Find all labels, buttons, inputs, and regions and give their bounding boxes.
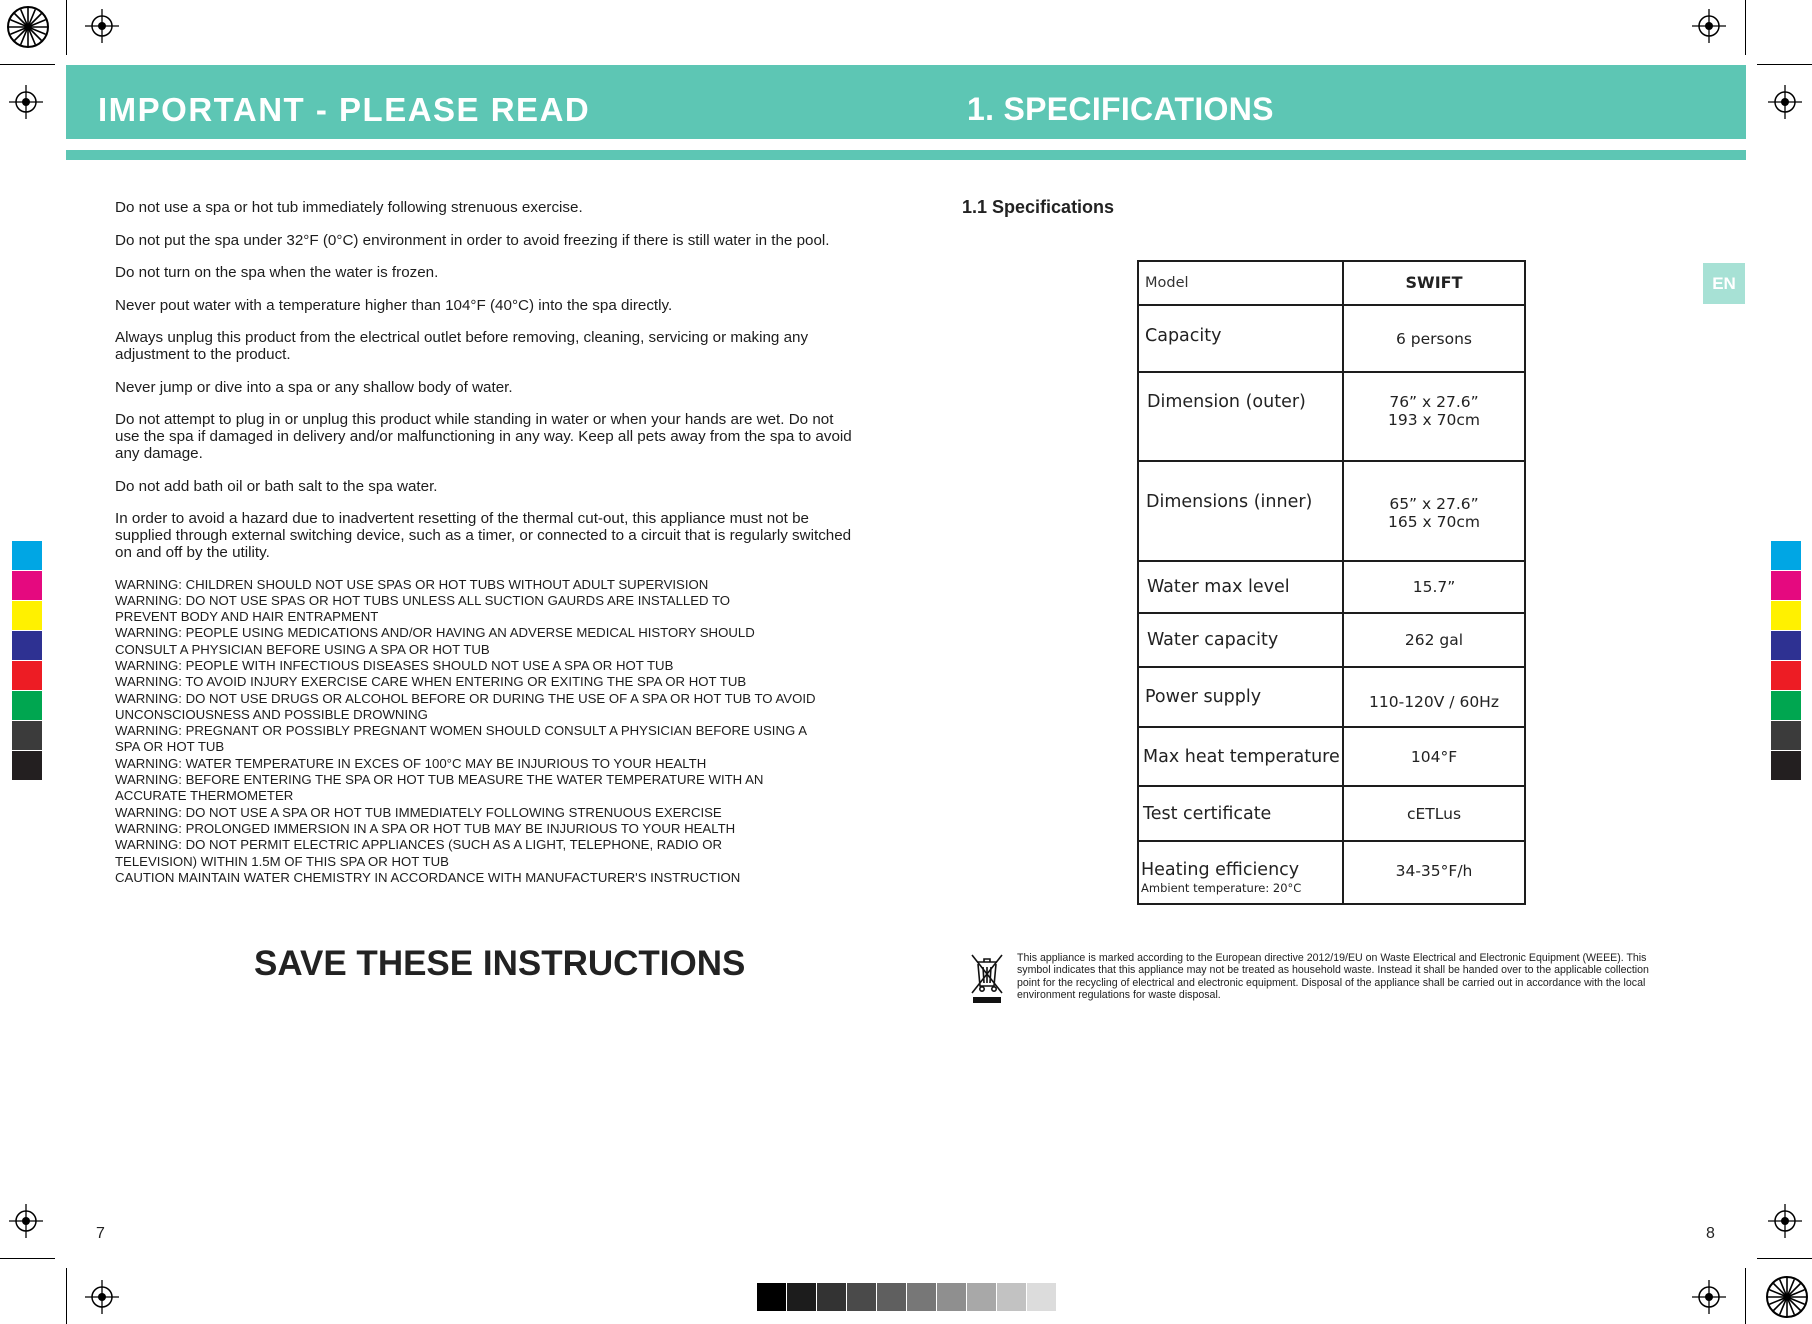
warning-item: WARNING: DO NOT USE SPAS OR HOT TUBS UNLESS ALL SUCTION GAURDS ARE INSTALLED TO PREVENT BODY AND HAIR ENTRAPMENT (115, 592, 731, 625)
page-title-right: 1. SPECIFICATIONS (967, 91, 1274, 127)
registration-mark-icon (85, 1280, 119, 1314)
spec-label (1138, 461, 1343, 561)
safety-paragraph: Never jump or dive into a spa or any shallow body of water. (115, 378, 513, 396)
crop-line (0, 1258, 55, 1259)
spec-value: SWIFT (1343, 261, 1525, 305)
spec-value-line: 165 x 70cm (1388, 513, 1480, 531)
spec-row (1138, 613, 1525, 667)
safety-paragraph: Always unplug this product from the electrical outlet before removing, cleaning, servicing or making any adjustment to the product. (115, 329, 809, 363)
color-swatch (1771, 691, 1801, 721)
safety-paragraph: Do not put the spa under 32°F (0°C) environment in order to avoid freezing if there is still water in the pool. (115, 231, 830, 249)
spec-label: Power supply (1138, 667, 1343, 727)
registration-mark-icon (9, 85, 43, 119)
color-swatch (1771, 751, 1801, 781)
spec-value-line: 193 x 70cm (1388, 411, 1480, 429)
page-title-left: IMPORTANT - PLEASE READ (98, 91, 591, 128)
spec-row (1138, 667, 1525, 727)
spec-value: 6 persons (1343, 305, 1525, 372)
weee-notice: This appliance is marked according to the European directive 2012/19/EU on Waste Electrical and Electronic Equipment (WEEE). This symbol indicates that this appliance may not be treated as household waste. Instead it shall be handed over to the applicable collection point for the recycling of electrical and electronic equipment. Disposal of the appliance shall be carried out in accordance with the local environment regulations for waste disposal. (1017, 952, 1649, 1002)
color-swatch (12, 571, 42, 601)
spec-label-text: Heating efficiency (1141, 860, 1300, 880)
sunburst-mark-icon (6, 5, 50, 49)
color-swatch (12, 631, 42, 661)
spec-row (1138, 841, 1525, 904)
spec-row (1138, 561, 1525, 613)
spec-row (1138, 786, 1525, 841)
spec-label: Water capacity (1138, 613, 1343, 667)
warning-item: WARNING: PEOPLE WITH INFECTIOUS DISEASES SHOULD NOT USE A SPA OR HOT TUB (115, 657, 674, 673)
warning-item: CAUTION MAINTAIN WATER CHEMISTRY IN ACCORDANCE WITH MANUFACTURER'S INSTRUCTION (115, 869, 741, 885)
weee-crossed-bin-icon (967, 950, 1007, 1004)
spec-value: 34-35°F/h (1343, 841, 1525, 904)
safety-paragraph: Do not add bath oil or bath salt to the spa water. (115, 477, 438, 495)
color-swatch (1771, 541, 1801, 571)
crop-line (66, 1268, 67, 1324)
page-number-left: 7 (96, 1225, 105, 1242)
gray-swatch (787, 1283, 816, 1311)
registration-mark-icon (1768, 1204, 1802, 1238)
spec-row (1138, 261, 1525, 305)
crop-line (66, 0, 67, 55)
spec-label-note: Ambient temperature: 20°C (1141, 881, 1302, 895)
crop-line (1757, 64, 1812, 65)
gray-scale-bar (757, 1283, 1057, 1311)
gray-swatch (847, 1283, 876, 1311)
page-number-right: 8 (1706, 1225, 1715, 1242)
warning-item: WARNING: CHILDREN SHOULD NOT USE SPAS OR HOT TUBS WITHOUT ADULT SUPERVISION (115, 576, 709, 592)
color-swatch (12, 661, 42, 691)
spec-row (1138, 727, 1525, 786)
warning-item: WARNING: BEFORE ENTERING THE SPA OR HOT TUB MEASURE THE WATER TEMPERATURE WITH AN ACCURATE THERMOMETER (115, 772, 764, 804)
spec-value (1343, 461, 1525, 561)
language-badge: EN (1703, 263, 1745, 304)
crop-line (0, 64, 55, 65)
warning-item: WARNING: PROLONGED IMMERSION IN A SPA OR HOT TUB MAY BE INJURIOUS TO YOUR HEALTH (115, 820, 736, 836)
color-swatch (1771, 601, 1801, 631)
safety-instructions (115, 199, 860, 886)
sunburst-mark-icon (1765, 1275, 1809, 1319)
warning-item: WARNING: DO NOT USE DRUGS OR ALCOHOL BEFORE OR DURING THE USE OF A SPA OR HOT TUB TO AVOID UNCONSCIOUSNESS AND POSSIBLE DROWNING (115, 690, 816, 722)
safety-paragraph: Do not use a spa or hot tub immediately following strenuous exercise. (115, 199, 583, 216)
safety-paragraph: In order to avoid a hazard due to inadvertent resetting of the thermal cut-out, this appliance must not be supplied through external switching device, such as a timer, or connected to a circuit that is regularly switched on and off by the utility. (115, 510, 852, 561)
warning-item: WARNING: DO NOT PERMIT ELECTRIC APPLIANCES (SUCH AS A LIGHT, TELEPHONE, RADIO OR TELEVISION) WITHIN 1.5M OF THIS SPA OR HOT TUB (115, 837, 722, 869)
spec-subtitle: 1.1 Specifications (962, 197, 1115, 217)
color-swatch (12, 541, 42, 571)
registration-mark-icon (1768, 85, 1802, 119)
spec-table (1137, 260, 1526, 905)
color-swatch (12, 601, 42, 631)
spec-label: Water max level (1138, 561, 1343, 613)
warning-list (115, 577, 835, 887)
safety-paragraph: Do not attempt to plug in or unplug this product while standing in water or when your hands are wet. Do not use the spa if damaged in delivery and/or malfunctioning in any way. Keep all pets away from the spa to avoid any damage. (115, 411, 852, 462)
spec-value (1343, 372, 1525, 461)
registration-mark-icon (9, 1204, 43, 1238)
spec-value: 262 gal (1343, 613, 1525, 667)
spec-label-text: Capacity (1145, 326, 1222, 346)
gray-swatch (967, 1283, 996, 1311)
color-bar-right (1771, 541, 1801, 781)
spec-label: Model (1138, 261, 1343, 305)
spec-value-line: 76” x 27.6” (1389, 393, 1479, 411)
spec-row (1138, 461, 1525, 561)
warning-item: WARNING: PREGNANT OR POSSIBLY PREGNANT WOMEN SHOULD CONSULT A PHYSICIAN BEFORE USING A SPA OR HOT TUB (115, 723, 807, 755)
header-rule (66, 150, 1746, 160)
gray-swatch (877, 1283, 906, 1311)
spec-row (1138, 305, 1525, 372)
warning-item: WARNING: PEOPLE USING MEDICATIONS AND/OR HAVING AN ADVERSE MEDICAL HISTORY SHOULD CONSULT A PHYSICIAN BEFORE USING A SPA OR HOT TUB (115, 625, 755, 657)
safety-paragraph: Do not turn on the spa when the water is frozen. (115, 264, 439, 281)
warning-item: WARNING: TO AVOID INJURY EXERCISE CARE WHEN ENTERING OR EXITING THE SPA OR HOT TUB (115, 674, 747, 690)
color-swatch (1771, 631, 1801, 661)
spec-label: Max heat temperature (1138, 727, 1343, 786)
warning-item: WARNING: WATER TEMPERATURE IN EXCES OF 100°C MAY BE INJURIOUS TO YOUR HEALTH (115, 755, 707, 771)
color-swatch (1771, 661, 1801, 691)
warning-item: WARNING: DO NOT USE A SPA OR HOT TUB IMMEDIATELY FOLLOWING STRENUOUS EXERCISE (115, 804, 722, 820)
gray-swatch (757, 1283, 786, 1311)
color-swatch (12, 751, 42, 781)
spec-label (1138, 305, 1343, 372)
gray-swatch (937, 1283, 966, 1311)
spec-label (1138, 372, 1343, 461)
color-swatch (12, 721, 42, 751)
spec-label (1138, 841, 1343, 904)
color-swatch (12, 691, 42, 721)
spec-value: cETLus (1343, 786, 1525, 841)
color-swatch (1771, 571, 1801, 601)
save-instructions-heading: SAVE THESE INSTRUCTIONS (254, 944, 746, 983)
spec-value: 15.7” (1343, 561, 1525, 613)
color-swatch (1771, 721, 1801, 751)
gray-swatch (1027, 1283, 1056, 1311)
gray-swatch (997, 1283, 1026, 1311)
safety-paragraph: Never pout water with a temperature higher than 104°F (40°C) into the spa directly. (115, 296, 673, 314)
registration-mark-icon (1692, 9, 1726, 43)
spec-value: 104°F (1343, 727, 1525, 786)
spec-label: Test certificate (1138, 786, 1343, 841)
crop-line (1757, 1258, 1812, 1259)
spec-row (1138, 372, 1525, 461)
registration-mark-icon (1692, 1280, 1726, 1314)
spec-value-line: 65” x 27.6” (1389, 495, 1479, 513)
registration-mark-icon (85, 9, 119, 43)
spec-label-text: Dimension (outer) (1147, 392, 1306, 412)
crop-line (1745, 0, 1746, 55)
crop-line (1745, 1268, 1746, 1324)
spec-label-text: Dimensions (inner) (1146, 492, 1313, 512)
gray-swatch (817, 1283, 846, 1311)
gray-swatch (907, 1283, 936, 1311)
spec-value: 110-120V / 60Hz (1343, 667, 1525, 727)
color-bar-left (12, 541, 42, 781)
